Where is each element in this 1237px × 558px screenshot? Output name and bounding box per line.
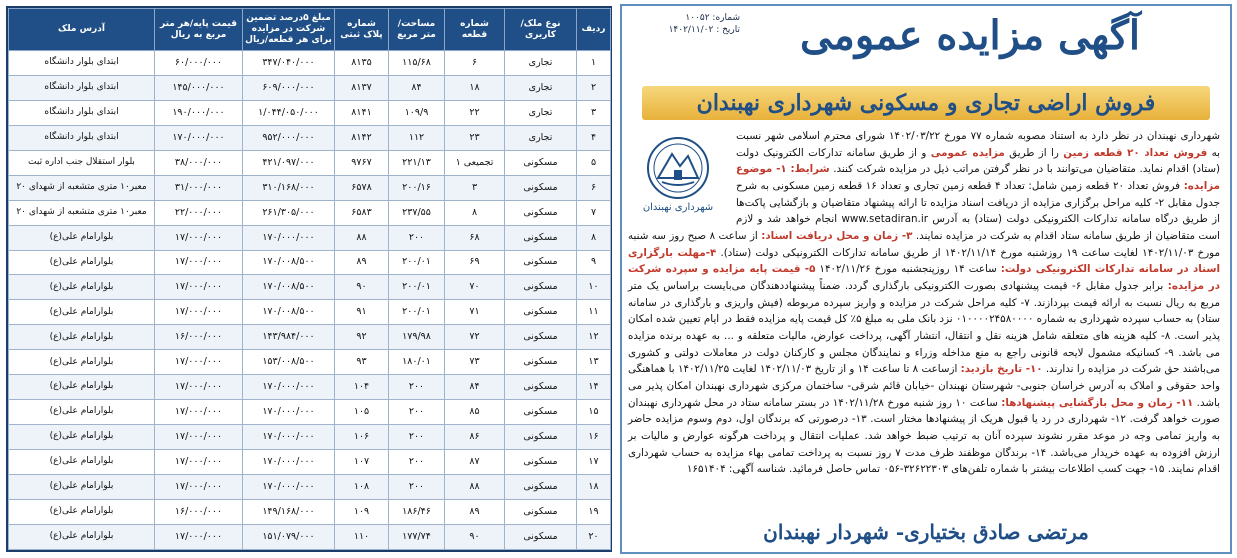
cell-parcel: ۷۰ bbox=[445, 275, 505, 300]
cell-plate: ۱۱۰ bbox=[335, 524, 389, 549]
cell-row: ۴ bbox=[577, 125, 611, 150]
notice-text-segment: برابر جدول مقابل ۶- قیمت پیشنهادی بصورت الکترونیکی بارگذاری گردد. ضمناً پیشنهاددهندگان می‌بایست براساس یک متر مربع به ریال نسبت به ارائه قیمت بپردازند. ۷- کلیه مراحل شرکت در مزایده و واریز سپرده مربوطه (فیش واریزی و بارگذاری در سامانه ستاد) به حساب سپرده شهرداری به شماره ۰۱۰۰۰۰۲۴۵۸۰۰۰۰ نزد بانک ملی به مبلغ ۵٪ کل قیمت پایه مزایده فقط در ایام تعیین شده امکان پذیر است. ۸- کلیه هزینه های متعلقه شامل هزینه نقل و انتقال، انتشار آگهی، پرداخت عوارض، مالیات متعلقه و ... به عهده برنده مزایده می باشد. ۹- کسانیکه مشمول لایحه قانونی راجع به منع مداخله وزراء و نمایندگان مجلس و کارکنان دولت در معاملات دولتی و کشوری می‌باشند حق شرکت در مزایده را ندارند. bbox=[628, 280, 1220, 376]
table-row bbox=[9, 175, 611, 200]
cell-parcel: ۸۸ bbox=[445, 474, 505, 499]
cell-plate: ۹۰ bbox=[335, 275, 389, 300]
page-subtitle: فروش اراضی تجاری و مسکونی شهرداری نهبندان bbox=[696, 90, 1156, 116]
notice-highlight: ۱۰- تاریخ بازدید: bbox=[960, 363, 1043, 376]
cell-deposit: ۱۵۱/۰۷۹/۰۰۰ bbox=[243, 524, 335, 549]
reference-block bbox=[630, 12, 740, 36]
cell-deposit: ۹۵۲/۰۰۰/۰۰۰ bbox=[243, 125, 335, 150]
cell-row: ۱۲ bbox=[577, 325, 611, 350]
cell-plate: ۸۹ bbox=[335, 250, 389, 275]
cell-plate: ۹۳ bbox=[335, 350, 389, 375]
notice-text-segment: ازساعت ۸ تا ساعت ۱۴ و از تاریخ ۱۴۰۲/۱۱/۰۳ لغایت ۱۴۰۲/۱۱/۲۵ با هماهنگی واحد حقوقی و املاک به آدرس خراسان جنوبی- شهرستان نهبندان -خیابان قائم شرقی- ساختمان مرکزی شهرداری نهبندان امکان پذیر می باشد. bbox=[628, 363, 1220, 409]
cell-row: ۱ bbox=[577, 51, 611, 76]
cell-usage: مسکونی bbox=[505, 150, 577, 175]
cell-deposit: ۱۵۳/۰۰۸/۵۰۰ bbox=[243, 350, 335, 375]
cell-deposit: ۱/۰۴۴/۰۵۰/۰۰۰ bbox=[243, 100, 335, 125]
cell-parcel: ۸۹ bbox=[445, 499, 505, 524]
header-usage: نوع ملک/کاربری bbox=[505, 9, 577, 51]
cell-row: ۳ bbox=[577, 100, 611, 125]
cell-area: ۸۴ bbox=[389, 75, 445, 100]
cell-base-price: ۶۰/۰۰۰/۰۰۰ bbox=[155, 51, 243, 76]
cell-row: ۱۴ bbox=[577, 375, 611, 400]
cell-usage: تجاری bbox=[505, 75, 577, 100]
cell-area: ۲۳۷/۵۵ bbox=[389, 200, 445, 225]
table-row bbox=[9, 100, 611, 125]
cell-area: ۲۰۰ bbox=[389, 425, 445, 450]
cell-address: معبر۱۰ متری متشعبه از شهدای ۲۰ bbox=[9, 200, 155, 225]
cell-plate: ۱۰۴ bbox=[335, 375, 389, 400]
cell-address: بلوارامام علی(ع) bbox=[9, 275, 155, 300]
cell-area: ۲۰۰/۰۱ bbox=[389, 250, 445, 275]
cell-plate: ۶۵۸۳ bbox=[335, 200, 389, 225]
cell-usage: مسکونی bbox=[505, 250, 577, 275]
table-row bbox=[9, 125, 611, 150]
cell-deposit: ۱۷۰/۰۰۰/۰۰۰ bbox=[243, 450, 335, 475]
cell-usage: مسکونی bbox=[505, 450, 577, 475]
cell-area: ۲۰۰ bbox=[389, 225, 445, 250]
table-row bbox=[9, 499, 611, 524]
table-row bbox=[9, 150, 611, 175]
page-title: آگهی مزایده عمومی bbox=[800, 12, 1140, 59]
notice-text-segment: فروش تعداد ۲۰ قطعه زمین شامل: تعداد ۴ قطعه زمین تجاری و تعداد ۱۶ قطعه زمین مسکونی به شرح جدول مقابل ۲- کلیه مراحل برگزاری مزایده از دریافت اسناد مزایده تا ارائه پیشنهاد متقاضیان و بازگشایی پاکت‌ها از طریق درگاه سامانه تدارکات الکترونیکی دولت (ستاد) به آدرس www.setadiran.ir انجام خواهد شد و لازم است متقاضیان از طریق سامانه ستاد اقدام به شرکت در مزایده نمایند. bbox=[736, 180, 1221, 243]
cell-row: ۱۱ bbox=[577, 300, 611, 325]
table-row bbox=[9, 225, 611, 250]
subtitle-banner bbox=[642, 86, 1210, 120]
cell-deposit: ۴۲۱/۰۹۷/۰۰۰ bbox=[243, 150, 335, 175]
cell-parcel: ۸۵ bbox=[445, 400, 505, 425]
cell-area: ۱۷۷/۷۴ bbox=[389, 524, 445, 549]
cell-deposit: ۳۴۷/۰۴۰/۰۰۰ bbox=[243, 51, 335, 76]
cell-address: ابتدای بلوار دانشگاه bbox=[9, 75, 155, 100]
cell-deposit: ۶۰۹/۰۰۰/۰۰۰ bbox=[243, 75, 335, 100]
cell-row: ۵ bbox=[577, 150, 611, 175]
cell-plate: ۸۱۳۵ bbox=[335, 51, 389, 76]
cell-usage: تجاری bbox=[505, 125, 577, 150]
cell-usage: مسکونی bbox=[505, 474, 577, 499]
notice-panel bbox=[620, 4, 1232, 554]
table-body bbox=[9, 51, 611, 550]
header-deposit: مبلغ ۵درصد تضمین شرکت در مزایده برای هر قطعه/ریال bbox=[243, 9, 335, 51]
cell-deposit: ۱۴۹/۱۶۸/۰۰۰ bbox=[243, 499, 335, 524]
cell-area: ۱۷۹/۹۸ bbox=[389, 325, 445, 350]
cell-plate: ۱۰۵ bbox=[335, 400, 389, 425]
cell-plate: ۹۱ bbox=[335, 300, 389, 325]
cell-base-price: ۱۹۰/۰۰۰/۰۰۰ bbox=[155, 100, 243, 125]
notice-highlight: ۵- قیمت پایه مزایده و سپرده شرکت در مزایده: bbox=[628, 263, 1221, 293]
table-header-row bbox=[9, 9, 611, 51]
cell-usage: مسکونی bbox=[505, 375, 577, 400]
notice-text-segment: را از طریق bbox=[1004, 146, 1064, 159]
table-row bbox=[9, 425, 611, 450]
cell-base-price: ۱۷/۰۰۰/۰۰۰ bbox=[155, 275, 243, 300]
cell-base-price: ۱۷/۰۰۰/۰۰۰ bbox=[155, 350, 243, 375]
cell-base-price: ۱۴۵/۰۰۰/۰۰۰ bbox=[155, 75, 243, 100]
cell-base-price: ۱۶/۰۰۰/۰۰۰ bbox=[155, 325, 243, 350]
cell-address: ابتدای بلوار دانشگاه bbox=[9, 100, 155, 125]
cell-address: بلوار استقلال جنب اداره ثبت bbox=[9, 150, 155, 175]
notice-number: شماره: ۱۰۰۵۲ bbox=[685, 13, 740, 23]
cell-row: ۱۵ bbox=[577, 400, 611, 425]
cell-row: ۹ bbox=[577, 250, 611, 275]
cell-usage: مسکونی bbox=[505, 524, 577, 549]
cell-address: بلوارامام علی(ع) bbox=[9, 474, 155, 499]
cell-usage: مسکونی bbox=[505, 175, 577, 200]
auction-table-panel bbox=[6, 6, 612, 552]
cell-row: ۷ bbox=[577, 200, 611, 225]
cell-area: ۲۰۰ bbox=[389, 400, 445, 425]
table-row bbox=[9, 300, 611, 325]
cell-deposit: ۱۷۰/۰۰۰/۰۰۰ bbox=[243, 474, 335, 499]
cell-area: ۲۰۰ bbox=[389, 375, 445, 400]
cell-area: ۲۰۰/۰۱ bbox=[389, 275, 445, 300]
cell-deposit: ۱۴۳/۹۸۴/۰۰۰ bbox=[243, 325, 335, 350]
cell-deposit: ۲۶۱/۳۰۵/۰۰۰ bbox=[243, 200, 335, 225]
auction-table bbox=[8, 8, 611, 550]
cell-row: ۱۰ bbox=[577, 275, 611, 300]
cell-base-price: ۲۲/۰۰۰/۰۰۰ bbox=[155, 200, 243, 225]
cell-address: بلوارامام علی(ع) bbox=[9, 450, 155, 475]
cell-row: ۲۰ bbox=[577, 524, 611, 549]
cell-usage: مسکونی bbox=[505, 400, 577, 425]
cell-plate: ۱۰۶ bbox=[335, 425, 389, 450]
notice-highlight: شرایط: ۱- موضوع مزایده: bbox=[736, 163, 1221, 193]
cell-address: معبر۱۰ متری متشعبه از شهدای ۲۰ bbox=[9, 175, 155, 200]
cell-row: ۱۶ bbox=[577, 425, 611, 450]
cell-plate: ۸۱۴۱ bbox=[335, 100, 389, 125]
cell-address: ابتدای بلوار دانشگاه bbox=[9, 125, 155, 150]
table-row bbox=[9, 325, 611, 350]
cell-base-price: ۱۷/۰۰۰/۰۰۰ bbox=[155, 450, 243, 475]
cell-deposit: ۱۷۰/۰۰۰/۰۰۰ bbox=[243, 400, 335, 425]
cell-usage: مسکونی bbox=[505, 425, 577, 450]
cell-plate: ۸۱۳۷ bbox=[335, 75, 389, 100]
cell-parcel: ۹۰ bbox=[445, 524, 505, 549]
notice-text-segment: ساعت ۱۰ روز شنبه مورخ ۱۴۰۲/۱۱/۲۸ در بستر سامانه ستاد در محل شهرداری نهبندان صورت خواهد گرفت. ۱۲- شهرداری در رد یا قبول هریک از پیشنهادها مختار است. ۱۳- درصورتی که برندگان اول، دوم وسوم مزایده حاضر به واریز تمامی وجه در موعد مقرر نشوند سپرده آنان به ترتیب ضبط خواهد شد. عملیات انتقال و پرداخت هرگونه عوارض و مالیات بر ارزش افزوده به عهده خریدار می‌باشد. ۱۴- برندگان موظفند ظرف مدت ۷ روز نسبت به پرداخت تمامی بهاء مزایده به حساب شهرداری اقدام نمایند. ۱۵- جهت کسب اطلاعات بیشتر با شماره تلفن‌های ۳۲۶۲۲۳۰۳-۰۵۶ تماس حاصل فرمائید. شناسه آگهی: ۱۶۵۱۴۰۴ bbox=[628, 396, 1220, 476]
table-row bbox=[9, 524, 611, 549]
cell-address: بلوارامام علی(ع) bbox=[9, 325, 155, 350]
cell-parcel: ۸۴ bbox=[445, 375, 505, 400]
cell-parcel: ۸ bbox=[445, 200, 505, 225]
cell-base-price: ۱۷/۰۰۰/۰۰۰ bbox=[155, 300, 243, 325]
cell-usage: مسکونی bbox=[505, 300, 577, 325]
cell-area: ۱۰۹/۹ bbox=[389, 100, 445, 125]
notice-highlight: ۳- زمان و محل دریافت اسناد: bbox=[761, 230, 913, 243]
cell-deposit: ۱۷۰/۰۰۰/۰۰۰ bbox=[243, 425, 335, 450]
cell-base-price: ۱۷/۰۰۰/۰۰۰ bbox=[155, 524, 243, 549]
cell-plate: ۹۲ bbox=[335, 325, 389, 350]
cell-address: ابتدای بلوار دانشگاه bbox=[9, 51, 155, 76]
table-row bbox=[9, 51, 611, 76]
cell-parcel: ۶۹ bbox=[445, 250, 505, 275]
cell-address: بلوارامام علی(ع) bbox=[9, 300, 155, 325]
notice-date: تاریخ : ۱۴۰۲/۱۱/۰۲ bbox=[668, 25, 740, 36]
cell-address: بلوارامام علی(ع) bbox=[9, 499, 155, 524]
cell-base-price: ۱۷/۰۰۰/۰۰۰ bbox=[155, 250, 243, 275]
cell-area: ۲۰۰/۰۱ bbox=[389, 300, 445, 325]
cell-parcel: ۷۲ bbox=[445, 325, 505, 350]
cell-base-price: ۱۷/۰۰۰/۰۰۰ bbox=[155, 425, 243, 450]
header-area: مساحت/ متر مربع bbox=[389, 9, 445, 51]
cell-base-price: ۳۸/۰۰۰/۰۰۰ bbox=[155, 150, 243, 175]
cell-usage: مسکونی bbox=[505, 225, 577, 250]
cell-deposit: ۱۷۰/۰۰۸/۵۰۰ bbox=[243, 250, 335, 275]
cell-base-price: ۱۶/۰۰۰/۰۰۰ bbox=[155, 499, 243, 524]
signature: مرتضی صادق بختیاری- شهردار نهبندان bbox=[763, 520, 1089, 544]
cell-base-price: ۱۷/۰۰۰/۰۰۰ bbox=[155, 474, 243, 499]
cell-area: ۲۲۱/۱۳ bbox=[389, 150, 445, 175]
cell-deposit: ۱۷۰/۰۰۰/۰۰۰ bbox=[243, 225, 335, 250]
table-row bbox=[9, 375, 611, 400]
notice-text-segment: شهرداری نهبندان در نظر دارد به استناد مصوبه شماره ۷۷ مورخ ۱۴۰۲/۰۳/۲۲ شورای محترم اسلامی شهر نسبت به bbox=[736, 130, 1220, 159]
cell-row: ۸ bbox=[577, 225, 611, 250]
cell-address: بلوارامام علی(ع) bbox=[9, 225, 155, 250]
cell-deposit: ۱۷۰/۰۰۰/۰۰۰ bbox=[243, 375, 335, 400]
cell-row: ۱۹ bbox=[577, 499, 611, 524]
cell-parcel: ۲۲ bbox=[445, 100, 505, 125]
cell-plate: ۱۰۹ bbox=[335, 499, 389, 524]
cell-base-price: ۱۷/۰۰۰/۰۰۰ bbox=[155, 375, 243, 400]
cell-parcel: ۸۷ bbox=[445, 450, 505, 475]
cell-usage: مسکونی bbox=[505, 200, 577, 225]
notice-body bbox=[628, 128, 1220, 478]
cell-base-price: ۱۷/۰۰۰/۰۰۰ bbox=[155, 225, 243, 250]
notice-highlight: فروش تعداد ۲۰ قطعه زمین bbox=[1063, 146, 1208, 159]
cell-address: بلوارامام علی(ع) bbox=[9, 524, 155, 549]
header-base-price: قیمت پایه/هر متر مربع به ریال bbox=[155, 9, 243, 51]
cell-usage: مسکونی bbox=[505, 350, 577, 375]
cell-parcel: ۷۳ bbox=[445, 350, 505, 375]
cell-parcel: ۱۸ bbox=[445, 75, 505, 100]
cell-plate: ۶۵۷۸ bbox=[335, 175, 389, 200]
notice-text-segment: ساعت ۱۴ روزپنجشنبه مورخ ۱۴۰۲/۱۱/۲۶ bbox=[815, 263, 1001, 276]
cell-usage: مسکونی bbox=[505, 275, 577, 300]
cell-parcel: ۸۶ bbox=[445, 425, 505, 450]
cell-plate: ۸۸ bbox=[335, 225, 389, 250]
cell-deposit: ۳۱۰/۱۶۸/۰۰۰ bbox=[243, 175, 335, 200]
cell-base-price: ۱۷/۰۰۰/۰۰۰ bbox=[155, 400, 243, 425]
cell-usage: تجاری bbox=[505, 51, 577, 76]
notice-text-segment: از ساعت ۸ صبح روز سه شنبه مورخ ۱۴۰۲/۱۱/۰۳ لغایت ساعت ۱۹ روزشنبه مورخ ۱۴۰۲/۱۱/۱۴ از طریق سامانه تدارکات الکترونیکی دولت (ستاد). bbox=[628, 230, 1220, 259]
cell-address: بلوارامام علی(ع) bbox=[9, 400, 155, 425]
notice-highlight: مزایده عمومی bbox=[930, 146, 1005, 159]
cell-area: ۱۱۵/۶۸ bbox=[389, 51, 445, 76]
cell-address: بلوارامام علی(ع) bbox=[9, 375, 155, 400]
cell-row: ۱۳ bbox=[577, 350, 611, 375]
table-row bbox=[9, 450, 611, 475]
table-row bbox=[9, 400, 611, 425]
cell-base-price: ۳۱/۰۰۰/۰۰۰ bbox=[155, 175, 243, 200]
cell-plate: ۱۰۷ bbox=[335, 450, 389, 475]
notice-highlight: ۴-مهلت بارگزاری اسناد در سامانه تدارکات الکترونیکی دولت: bbox=[628, 246, 1221, 276]
cell-parcel: ۳ bbox=[445, 175, 505, 200]
logo-spacer bbox=[628, 128, 736, 212]
header-parcel: شماره قطعه bbox=[445, 9, 505, 51]
cell-row: ۲ bbox=[577, 75, 611, 100]
cell-plate: ۱۰۸ bbox=[335, 474, 389, 499]
cell-row: ۶ bbox=[577, 175, 611, 200]
cell-plate: ۹۷۶۷ bbox=[335, 150, 389, 175]
cell-plate: ۸۱۴۲ bbox=[335, 125, 389, 150]
cell-parcel: ۲۳ bbox=[445, 125, 505, 150]
cell-usage: مسکونی bbox=[505, 499, 577, 524]
header-address: آدرس ملک bbox=[9, 9, 155, 51]
cell-deposit: ۱۷۰/۰۰۸/۵۰۰ bbox=[243, 300, 335, 325]
cell-area: ۱۱۲ bbox=[389, 125, 445, 150]
header-plate: شماره پلاک ثبتی bbox=[335, 9, 389, 51]
table-row bbox=[9, 75, 611, 100]
cell-area: ۱۸۶/۴۶ bbox=[389, 499, 445, 524]
table-row bbox=[9, 275, 611, 300]
cell-address: بلوارامام علی(ع) bbox=[9, 350, 155, 375]
notice-highlight: ۱۱- زمان و محل بازگشایی پیشنهادها: bbox=[1001, 396, 1194, 409]
table-row bbox=[9, 250, 611, 275]
cell-parcel: ۷۱ bbox=[445, 300, 505, 325]
cell-parcel: تجمیعی ۱ bbox=[445, 150, 505, 175]
cell-address: بلوارامام علی(ع) bbox=[9, 250, 155, 275]
cell-area: ۲۰۰ bbox=[389, 474, 445, 499]
header-row-number: ردیف bbox=[577, 9, 611, 51]
cell-deposit: ۱۷۰/۰۰۸/۵۰۰ bbox=[243, 275, 335, 300]
cell-usage: تجاری bbox=[505, 100, 577, 125]
cell-row: ۱۷ bbox=[577, 450, 611, 475]
notice-text-segment: و از طریق سامانه تدارکات الکترونیک دولت (ستاد) اقدام نماید. متقاضیان می‌توانند با در نظر گرفتن مراتب ذیل در مزایده شرکت کنند. bbox=[736, 146, 1220, 176]
table-row bbox=[9, 200, 611, 225]
table-row bbox=[9, 474, 611, 499]
cell-usage: مسکونی bbox=[505, 325, 577, 350]
cell-area: ۱۸۰/۰۱ bbox=[389, 350, 445, 375]
cell-base-price: ۱۷۰/۰۰۰/۰۰۰ bbox=[155, 125, 243, 150]
cell-parcel: ۶۸ bbox=[445, 225, 505, 250]
cell-area: ۲۰۰/۱۶ bbox=[389, 175, 445, 200]
logo-caption: شهرداری نهبندان bbox=[642, 202, 714, 213]
cell-row: ۱۸ bbox=[577, 474, 611, 499]
cell-address: بلوارامام علی(ع) bbox=[9, 425, 155, 450]
cell-parcel: ۶ bbox=[445, 51, 505, 76]
cell-area: ۲۰۰ bbox=[389, 450, 445, 475]
table-row bbox=[9, 350, 611, 375]
